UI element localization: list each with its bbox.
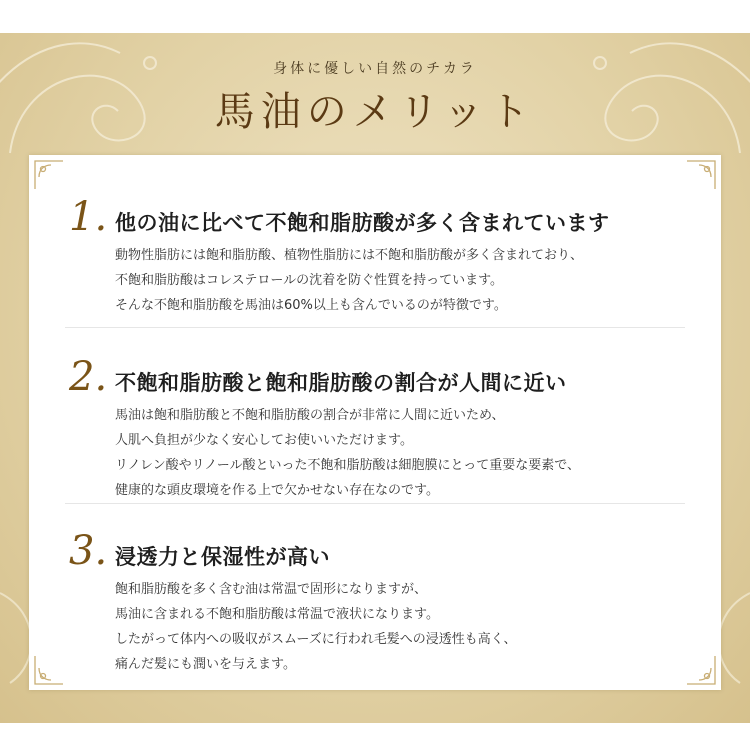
corner-ornament-icon [683, 159, 717, 193]
section-body-line: 痛んだ髪にも潤いを与えます。 [115, 657, 296, 672]
section-body-line: 不飽和脂肪酸はコレステロールの沈着を防ぐ性質を持っています。 [115, 273, 504, 288]
section-body-line: 健康的な頭皮環境を作る上で欠かせない存在なのです。 [115, 483, 439, 498]
merit-section-2 [69, 354, 689, 503]
page-subtitle: 身体に優しい自然のチカラ [273, 61, 477, 77]
page-title: 馬油のメリット [214, 89, 536, 135]
section-heading: 不飽和脂肪酸と飽和脂肪酸の割合が人間に近い [115, 371, 567, 395]
section-number: 1. [69, 194, 108, 240]
corner-ornament-icon [33, 159, 67, 193]
content-card [29, 155, 721, 690]
section-body-line: 馬油は飽和脂肪酸と不飽和脂肪酸の割合が非常に人間に近いため、 [115, 408, 505, 423]
merit-section-1 [69, 194, 689, 318]
section-divider [65, 327, 685, 328]
corner-ornament-icon [33, 652, 67, 686]
section-body-line: したがって体内への吸収がスムーズに行われ毛髪への浸透性も高く、 [115, 632, 517, 647]
section-body-line: 馬油に含まれる不飽和脂肪酸は常温で液状になります。 [115, 607, 439, 622]
section-heading: 他の油に比べて不飽和脂肪酸が多く含まれています [115, 211, 610, 235]
section-number: 2. [69, 354, 108, 400]
section-body-line: 人肌へ負担が少なく安心してお使いいただけます。 [115, 433, 413, 448]
section-divider [65, 503, 685, 504]
section-heading: 浸透力と保湿性が高い [115, 545, 330, 569]
section-body-line: リノレン酸やリノール酸といった不飽和脂肪酸は細胞膜にとって重要な要素で、 [115, 458, 580, 473]
section-body-line: 動物性脂肪には飽和脂肪酸、植物性脂肪には不飽和脂肪酸が多く含まれており、 [115, 248, 584, 263]
section-body-line: 飽和脂肪酸を多く含む油は常温で固形になりますが、 [115, 582, 428, 597]
merit-section-3 [69, 528, 689, 677]
section-body-line: そんな不飽和脂肪酸を馬油は60%以上も含んでいるのが特徴です。 [115, 298, 507, 313]
section-number: 3. [69, 528, 108, 574]
